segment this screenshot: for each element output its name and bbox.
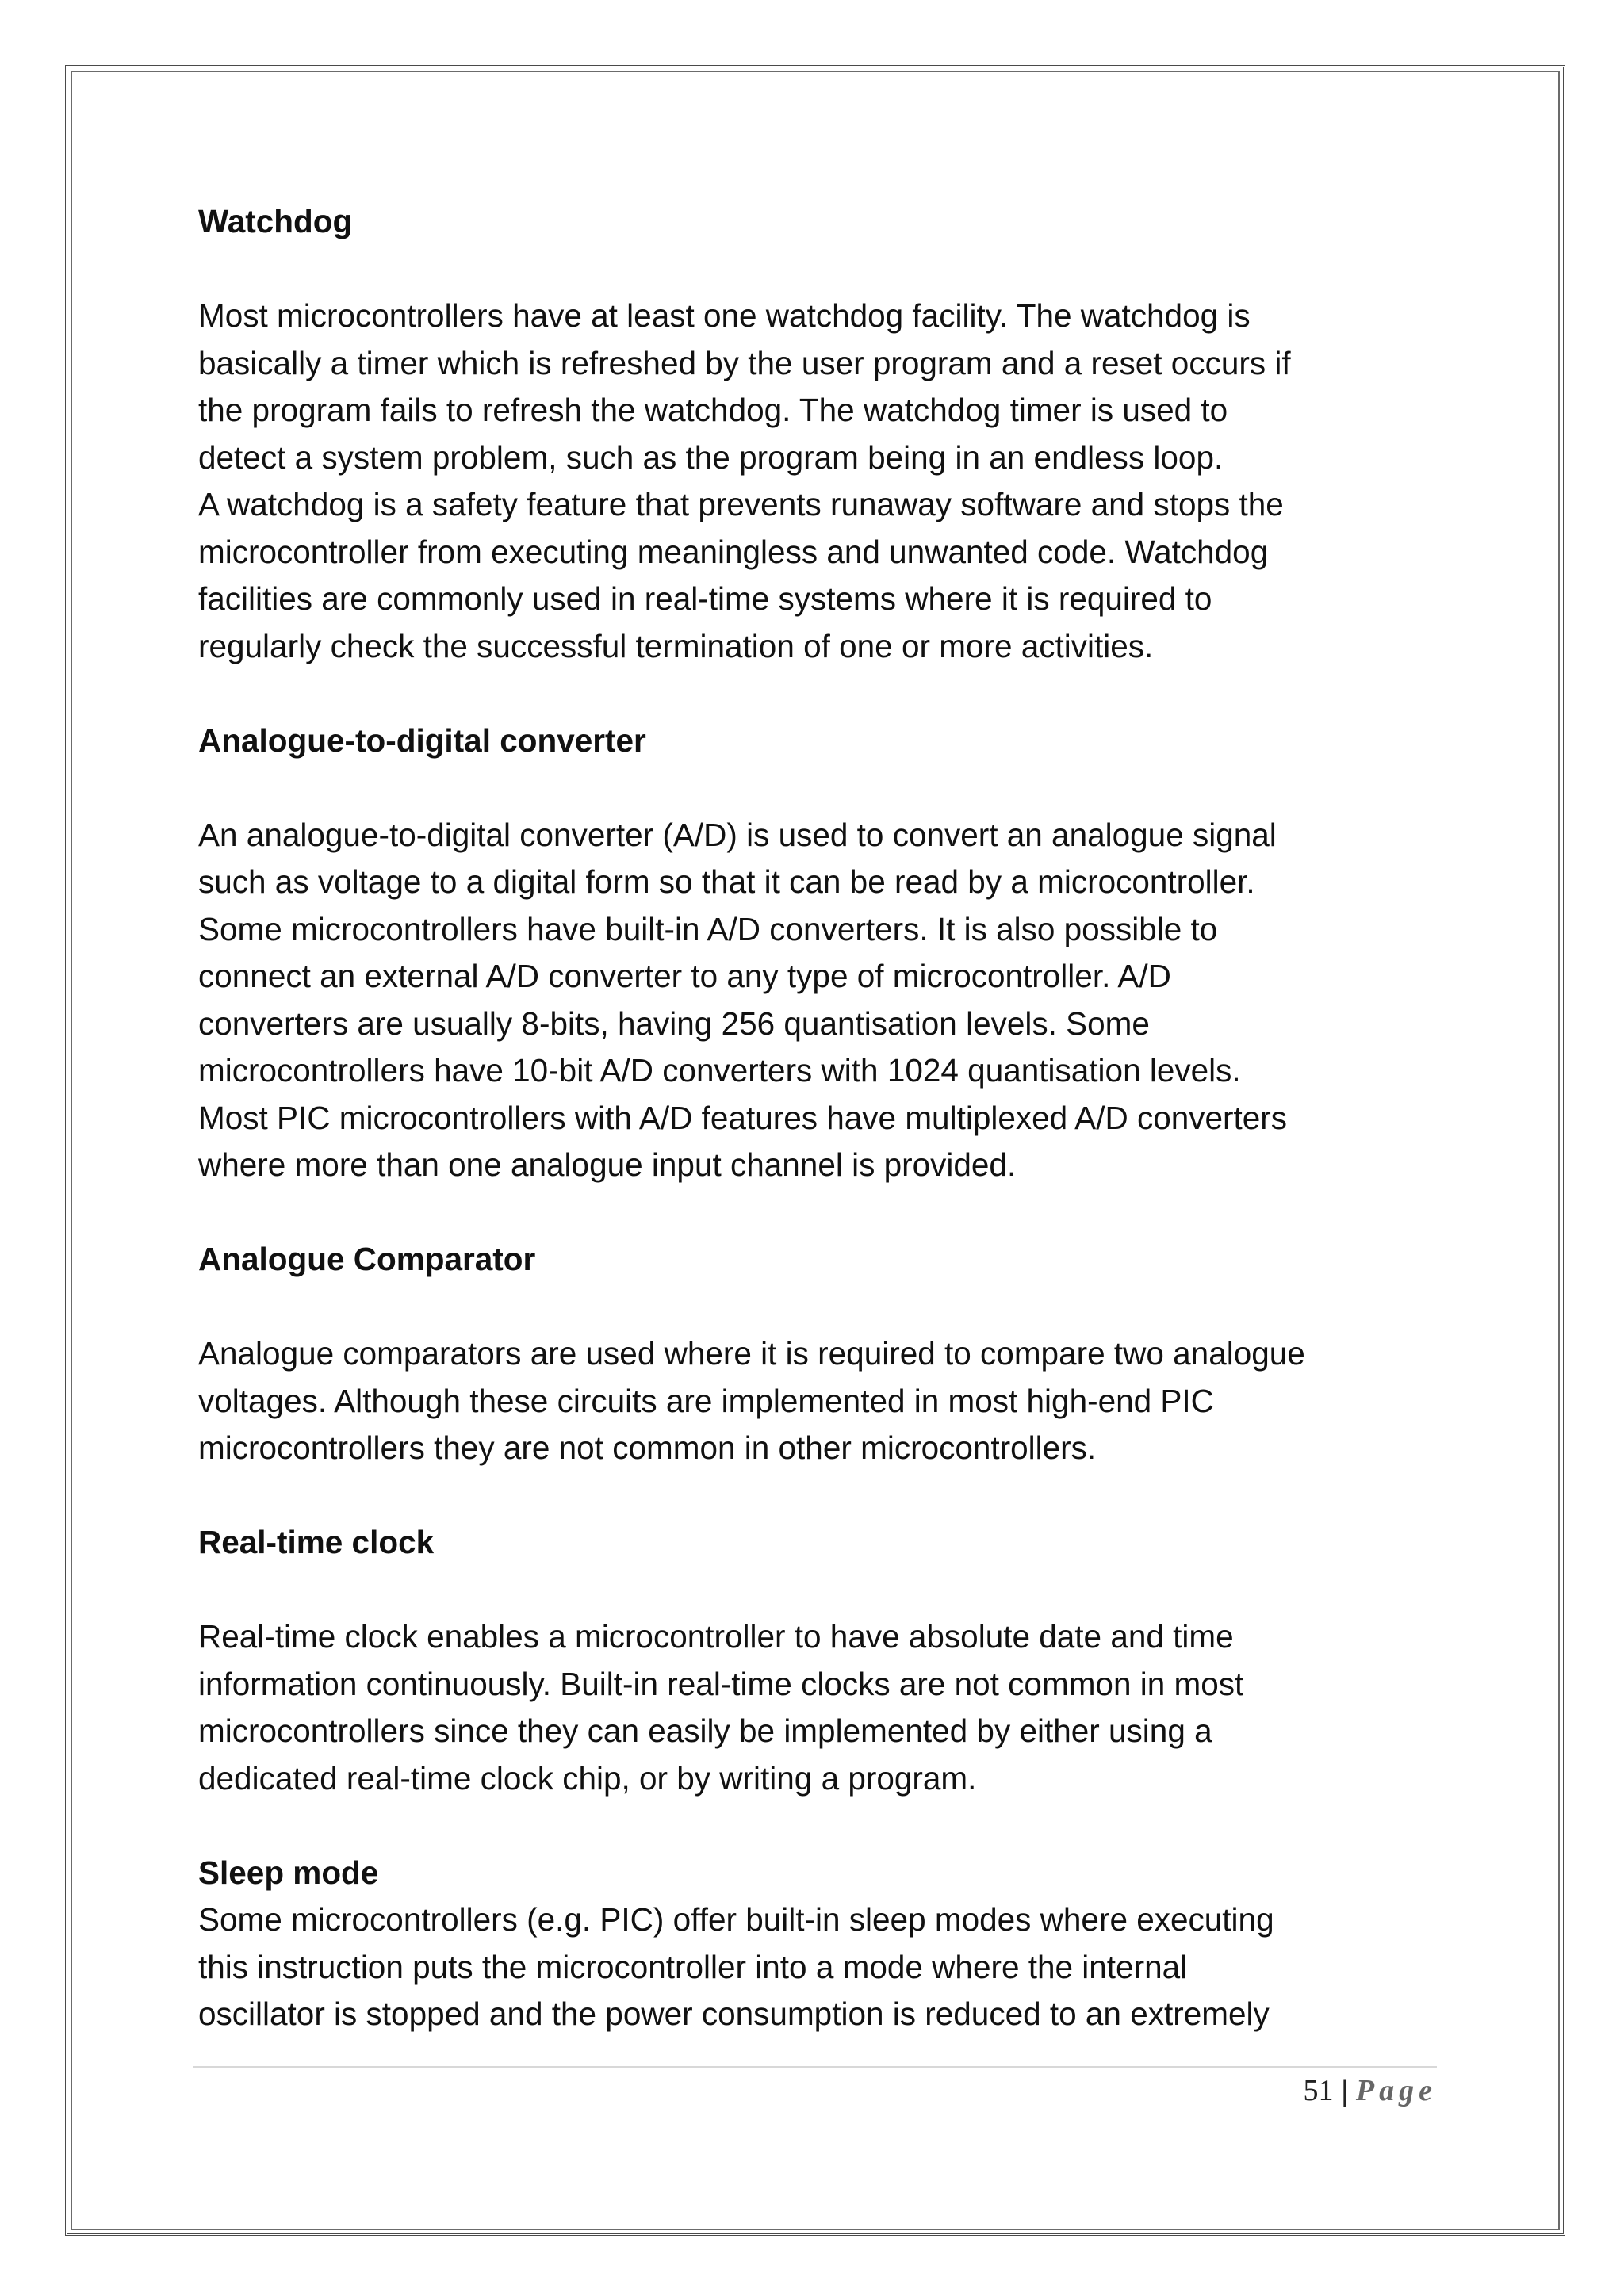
text-line: Some microcontrollers have built-in A/D converters. It is also possible to	[198, 910, 1218, 947]
text-line: Analogue comparators are used where it is required to compare two analogue	[198, 1335, 1305, 1372]
text-line: dedicated real-time clock chip, or by writing a program.	[198, 1759, 977, 1797]
text-line: microcontroller from executing meaningless and unwanted code. Watchdog	[198, 533, 1269, 570]
text-line: connect an external A/D converter to any type of microcontroller. A/D	[198, 958, 1171, 994]
text-line: such as voltage to a digital form so that it can be read by a microcontroller.	[198, 863, 1255, 900]
text-line: microcontrollers have 10-bit A/D converters with 1024 quantisation levels.	[198, 1052, 1241, 1089]
text-line: Most PIC microcontrollers with A/D features have multiplexed A/D converters	[198, 1099, 1288, 1136]
text-line: An analogue-to-digital converter (A/D) is used to convert an analogue signal	[198, 816, 1277, 853]
text-line: converters are usually 8-bits, having 256 quantisation levels. Some	[198, 1004, 1150, 1042]
text-line: facilities are commonly used in real-time systems where it is required to	[198, 580, 1212, 617]
page-label: Page	[1355, 2074, 1437, 2107]
section-heading-adc: Analogue-to-digital converter	[198, 721, 646, 759]
text-line: basically a timer which is refreshed by the user program and a reset occurs if	[198, 344, 1291, 381]
text-line: Some microcontrollers (e.g. PIC) offer built-in sleep modes where executing	[198, 1901, 1274, 1938]
page-footer	[1304, 2071, 1437, 2110]
text-line: Most microcontrollers have at least one watchdog facility. The watchdog is	[198, 297, 1251, 334]
section-heading-sleep: Sleep mode	[198, 1854, 379, 1891]
text-line: regularly check the successful termination of one or more activities.	[198, 627, 1154, 664]
text-line: where more than one analogue input channel is provided.	[198, 1146, 1017, 1183]
page-number: 51	[1303, 2074, 1334, 2107]
text-line: Real-time clock enables a microcontroller to have absolute date and time	[198, 1618, 1234, 1655]
footer-separator: |	[1341, 2074, 1348, 2107]
section-heading-comparator: Analogue Comparator	[198, 1241, 536, 1277]
footer-divider	[193, 2066, 1437, 2068]
text-line: microcontrollers since they can easily be implemented by either using a	[198, 1712, 1212, 1749]
page-content	[198, 198, 1435, 2038]
text-line: information continuously. Built-in real-time clocks are not common in most	[198, 1665, 1244, 1702]
text-line: A watchdog is a safety feature that prevents runaway software and stops the	[198, 486, 1284, 522]
text-line: detect a system problem, such as the program being in an endless loop.	[198, 438, 1224, 476]
section-heading-rtc: Real-time clock	[198, 1524, 435, 1560]
text-line: this instruction puts the microcontroller into a mode where the internal	[198, 1948, 1188, 1985]
text-line: oscillator is stopped and the power consumption is reduced to an extremely	[198, 1996, 1270, 2032]
text-line: the program fails to refresh the watchdog. The watchdog timer is used to	[198, 392, 1228, 428]
text-line: microcontrollers they are not common in other microcontrollers.	[198, 1429, 1097, 1466]
text-line: voltages. Although these circuits are implemented in most high-end PIC	[198, 1382, 1214, 1419]
section-heading-watchdog: Watchdog	[198, 203, 353, 239]
